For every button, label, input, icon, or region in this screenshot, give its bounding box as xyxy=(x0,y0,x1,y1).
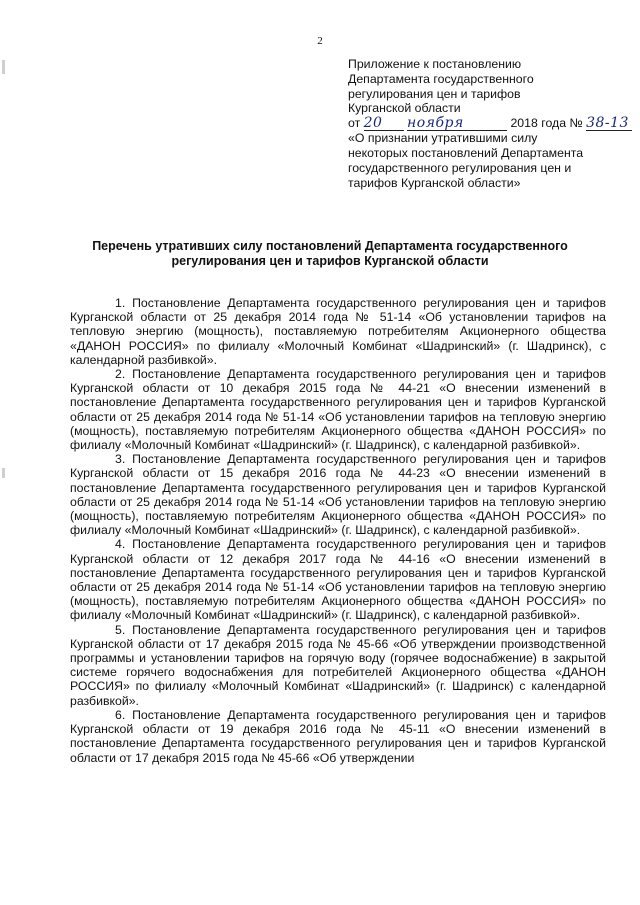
list-item: 5. Постановление Департамента государственного регулирования цен и тарифов Курганской области от 17 декабря 2015 года № 45-66 «Об утверждении производственной программы и установлении тарифов на горячую воду (горячее водоснабжение) в закрытой системе горячего водоснабжения для потребителей Акционерного общества «ДАНОН РОССИЯ» по филиалу «Молочный Комбинат «Шадринский» (г. Шадринск) с календарной разбивкой». xyxy=(70,622,606,708)
appendix-line: Курганской области xyxy=(348,101,461,116)
repealed-acts-list xyxy=(70,296,606,765)
document-title: Перечень утративших силу постановлений Департамента государственного регулирования цен и тарифов Курганской области xyxy=(92,239,568,268)
handwritten-day: 20 xyxy=(364,116,404,131)
list-item: 1. Постановление Департамента государственного регулирования цен и тарифов Курганской области от 25 декабря 2014 года № 51-14 «Об установлении тарифов на тепловую энергию (мощность), поставляемую потребителям Акционерного общества «ДАНОН РОССИЯ» по филиалу «Молочный Комбинат «Шадринский» (г. Шадринск), с календарной разбивкой». xyxy=(70,296,606,367)
appendix-subject-line: «О признании утратившими силу xyxy=(348,131,538,146)
appendix-line: Департамента государственного xyxy=(348,71,534,86)
date-prefix: от xyxy=(348,116,361,131)
appendix-subject-line: государственного регулирования цен и xyxy=(348,160,572,175)
list-item: 2. Постановление Департамента государственного регулирования цен и тарифов Курганской области от 10 декабря 2015 года № 44-21 «О внесении изменений в постановление Департамента государственного регулирования цен и тарифов Курганской области от 25 декабря 2014 года № 51-14 «Об установлении тарифов на тепловую энергию (мощность), поставляемую потребителям Акционерного общества «ДАНОН РОССИЯ» по филиалу «Молочный Комбинат «Шадринский» (г. Шадринск), с календарной разбивкой». xyxy=(70,367,606,453)
appendix-header xyxy=(348,57,629,190)
appendix-subject-line: некоторых постановлений Департамента xyxy=(348,145,584,160)
handwritten-doc-number: 38-13 xyxy=(586,116,632,131)
appendix-line: регулирования цен и тарифов xyxy=(348,86,521,101)
list-item: 4. Постановление Департамента государственного регулирования цен и тарифов Курганской области от 12 декабря 2017 года № 44-16 «О внесении изменений в постановление Департамента государственного регулирования цен и тарифов Курганской области от 25 декабря 2014 года № 51-14 «Об установлении тарифов на тепловую энергию (мощность), поставляемую потребителям Акционерного общества «ДАНОН РОССИЯ» по филиалу «Молочный Комбинат «Шадринский» (г. Шадринск), с календарной разбивкой». xyxy=(70,537,606,623)
date-year-text: 2018 года № xyxy=(510,116,583,131)
page-number: 2 xyxy=(317,35,323,47)
scan-edge-mark xyxy=(2,60,5,74)
appendix-line: Приложение к постановлению xyxy=(348,57,522,71)
list-item: 6. Постановление Департамента государственного регулирования цен и тарифов Курганской области от 19 декабря 2016 года № 45-11 «О внесении изменений в постановление Департамента государственного регулирования цен и тарифов Курганской области от 17 декабря 2015 года № 45-66 «Об утверждении xyxy=(70,707,606,765)
appendix-subject-line: тарифов Курганской области» xyxy=(348,175,521,190)
appendix-date-line xyxy=(348,115,629,132)
handwritten-month: ноября xyxy=(407,116,507,131)
scan-edge-mark xyxy=(2,468,5,478)
list-item: 3. Постановление Департамента государственного регулирования цен и тарифов Курганской области от 15 декабря 2016 года № 44-23 «О внесении изменений в постановление Департамента государственного регулирования цен и тарифов Курганской области от 25 декабря 2014 года № 51-14 «Об установлении тарифов на тепловую энергию (мощность), поставляемую потребителям Акционерного общества «ДАНОН РОССИЯ» по филиалу «Молочный Комбинат «Шадринский» (г. Шадринск), с календарной разбивкой». xyxy=(70,452,606,538)
